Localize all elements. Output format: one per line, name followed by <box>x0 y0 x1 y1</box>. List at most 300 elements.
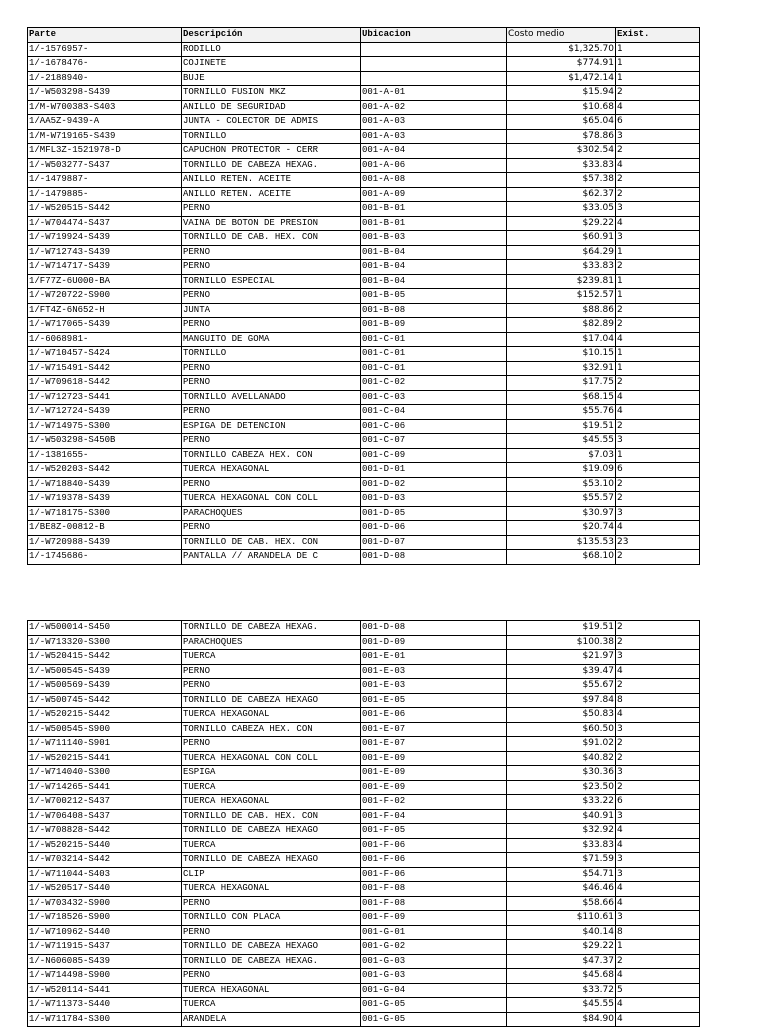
cell-parte: 1/-N606085-S439 <box>28 954 182 969</box>
cell-exist: 1 <box>616 361 700 376</box>
cell-ubicacion: 001-F-06 <box>361 853 507 868</box>
cell-parte: 1/-W720722-S900 <box>28 289 182 304</box>
cell-exist: 4 <box>616 882 700 897</box>
cell-exist: 4 <box>616 332 700 347</box>
cell-parte: 1/-W712724-S439 <box>28 405 182 420</box>
table-row <box>28 245 700 260</box>
table-row <box>28 722 700 737</box>
cell-costo-medio: $29.22 <box>507 216 616 231</box>
table-row <box>28 187 700 202</box>
cell-descripcion: TUERCA HEXAGONAL CON COLL <box>182 751 361 766</box>
cell-exist: 4 <box>616 158 700 173</box>
cell-ubicacion: 001-C-06 <box>361 419 507 434</box>
cell-exist: 1 <box>616 71 700 86</box>
cell-parte: 1/-1381655- <box>28 448 182 463</box>
cell-parte: 1/-W712723-S441 <box>28 390 182 405</box>
cell-costo-medio: $152.57 <box>507 289 616 304</box>
table-row <box>28 115 700 130</box>
cell-exist: 3 <box>616 231 700 246</box>
cell-costo-medio: $64.29 <box>507 245 616 260</box>
cell-costo-medio: $65.04 <box>507 115 616 130</box>
table-row <box>28 144 700 159</box>
cell-ubicacion: 001-D-05 <box>361 506 507 521</box>
cell-costo-medio: $17.75 <box>507 376 616 391</box>
cell-costo-medio: $33.83 <box>507 158 616 173</box>
cell-costo-medio: $239.81 <box>507 274 616 289</box>
cell-descripcion: TORNILLO CABEZA HEX. CON <box>182 448 361 463</box>
table-row <box>28 347 700 362</box>
cell-descripcion: PERNO <box>182 289 361 304</box>
cell-ubicacion: 001-F-02 <box>361 795 507 810</box>
cell-costo-medio: $55.67 <box>507 679 616 694</box>
cell-descripcion: PERNO <box>182 737 361 752</box>
table-row <box>28 824 700 839</box>
cell-descripcion: MANGUITO DE GOMA <box>182 332 361 347</box>
cell-costo-medio: $40.91 <box>507 809 616 824</box>
cell-exist: 1 <box>616 42 700 57</box>
cell-ubicacion: 001-D-01 <box>361 463 507 478</box>
cell-ubicacion: 001-A-08 <box>361 173 507 188</box>
table-row <box>28 42 700 57</box>
cell-parte: 1/-W714040-S300 <box>28 766 182 781</box>
table-row <box>28 867 700 882</box>
cell-parte: 1/-W714498-S900 <box>28 969 182 984</box>
cell-ubicacion: 001-D-02 <box>361 477 507 492</box>
cell-descripcion: PERNO <box>182 896 361 911</box>
cell-descripcion: PERNO <box>182 202 361 217</box>
table-row <box>28 853 700 868</box>
cell-ubicacion: 001-E-07 <box>361 722 507 737</box>
cell-costo-medio: $33.83 <box>507 838 616 853</box>
cell-costo-medio: $1,325.70 <box>507 42 616 57</box>
cell-descripcion: TORNILLO DE CABEZA HEXAG. <box>182 621 361 636</box>
table-body <box>28 42 700 564</box>
cell-descripcion: TORNILLO CON PLACA <box>182 911 361 926</box>
cell-costo-medio: $774.91 <box>507 57 616 72</box>
cell-parte: 1/-W500014-S450 <box>28 621 182 636</box>
cell-costo-medio: $40.82 <box>507 751 616 766</box>
cell-ubicacion: 001-G-05 <box>361 1012 507 1027</box>
cell-parte: 1/-W500745-S442 <box>28 693 182 708</box>
cell-descripcion: TUERCA HEXAGONAL <box>182 463 361 478</box>
inventory-table-page-2 <box>27 620 699 1027</box>
cell-ubicacion: 001-C-01 <box>361 361 507 376</box>
cell-exist: 3 <box>616 911 700 926</box>
cell-descripcion: TUERCA HEXAGONAL <box>182 708 361 723</box>
table-row <box>28 751 700 766</box>
header-parte: Parte <box>28 28 182 43</box>
cell-costo-medio: $30.36 <box>507 766 616 781</box>
cell-exist: 5 <box>616 983 700 998</box>
cell-parte: 1/-W711373-S440 <box>28 998 182 1013</box>
table-row <box>28 86 700 101</box>
cell-descripcion: TUERCA HEXAGONAL <box>182 983 361 998</box>
cell-descripcion: VAINA DE BOTON DE PRESION <box>182 216 361 231</box>
cell-costo-medio: $32.91 <box>507 361 616 376</box>
cell-exist: 3 <box>616 506 700 521</box>
cell-ubicacion: 001-D-09 <box>361 635 507 650</box>
cell-parte: 1/-W718526-S900 <box>28 911 182 926</box>
table-row <box>28 795 700 810</box>
cell-costo-medio: $135.53 <box>507 535 616 550</box>
cell-parte: 1/-W712743-S439 <box>28 245 182 260</box>
table-row <box>28 766 700 781</box>
cell-ubicacion: 001-B-09 <box>361 318 507 333</box>
cell-costo-medio: $62.37 <box>507 187 616 202</box>
cell-exist: 2 <box>616 86 700 101</box>
cell-parte: 1/-W706408-S437 <box>28 809 182 824</box>
cell-descripcion: TUERCA <box>182 838 361 853</box>
cell-exist: 8 <box>616 925 700 940</box>
cell-costo-medio: $82.89 <box>507 318 616 333</box>
cell-ubicacion: 001-F-06 <box>361 838 507 853</box>
cell-parte: 1/-W710962-S440 <box>28 925 182 940</box>
table-row <box>28 318 700 333</box>
cell-descripcion: CLIP <box>182 867 361 882</box>
table-row <box>28 202 700 217</box>
table-row <box>28 260 700 275</box>
cell-parte: 1/-W714975-S300 <box>28 419 182 434</box>
cell-ubicacion: 001-E-06 <box>361 708 507 723</box>
cell-exist: 2 <box>616 780 700 795</box>
cell-descripcion: TUERCA HEXAGONAL CON COLL <box>182 492 361 507</box>
cell-descripcion: TUERCA HEXAGONAL <box>182 882 361 897</box>
cell-parte: 1/-W714265-S441 <box>28 780 182 795</box>
cell-costo-medio: $68.15 <box>507 390 616 405</box>
table-row <box>28 535 700 550</box>
table-row <box>28 463 700 478</box>
cell-costo-medio: $45.68 <box>507 969 616 984</box>
cell-costo-medio: $15.94 <box>507 86 616 101</box>
table-header-row <box>28 28 700 43</box>
table-row <box>28 173 700 188</box>
cell-costo-medio: $84.90 <box>507 1012 616 1027</box>
cell-parte: 1/-W708828-S442 <box>28 824 182 839</box>
cell-costo-medio: $71.59 <box>507 853 616 868</box>
table-row <box>28 896 700 911</box>
cell-exist: 2 <box>616 477 700 492</box>
cell-parte: 1/AA5Z-9439-A <box>28 115 182 130</box>
cell-descripcion: TORNILLO DE CABEZA HEXAG. <box>182 158 361 173</box>
cell-descripcion: BUJE <box>182 71 361 86</box>
cell-parte: 1/-W704474-S437 <box>28 216 182 231</box>
cell-parte: 1/M-W700383-S403 <box>28 100 182 115</box>
cell-descripcion: PERNO <box>182 925 361 940</box>
cell-exist: 6 <box>616 463 700 478</box>
cell-parte: 1/-W714717-S439 <box>28 260 182 275</box>
cell-costo-medio: $68.10 <box>507 550 616 565</box>
cell-descripcion: PERNO <box>182 260 361 275</box>
cell-descripcion: TORNILLO AVELLANADO <box>182 390 361 405</box>
cell-exist: 1 <box>616 289 700 304</box>
table-row <box>28 708 700 723</box>
cell-exist: 4 <box>616 838 700 853</box>
cell-exist: 3 <box>616 809 700 824</box>
cell-parte: 1/-W719924-S439 <box>28 231 182 246</box>
table-row <box>28 434 700 449</box>
cell-exist: 2 <box>616 260 700 275</box>
cell-parte: 1/-W520114-S441 <box>28 983 182 998</box>
cell-parte: 1/-W718840-S439 <box>28 477 182 492</box>
cell-descripcion: ESPIGA <box>182 766 361 781</box>
cell-parte: 1/-W710457-S424 <box>28 347 182 362</box>
cell-parte: 1/-W715491-S442 <box>28 361 182 376</box>
cell-costo-medio: $19.51 <box>507 621 616 636</box>
inventory-table-page-1 <box>27 27 699 565</box>
cell-descripcion: TORNILLO DE CABEZA HEXAGO <box>182 824 361 839</box>
cell-ubicacion: 001-F-05 <box>361 824 507 839</box>
cell-ubicacion: 001-E-09 <box>361 766 507 781</box>
cell-costo-medio: $21.97 <box>507 650 616 665</box>
cell-costo-medio: $78.86 <box>507 129 616 144</box>
table-row <box>28 274 700 289</box>
cell-exist: 2 <box>616 492 700 507</box>
cell-parte: 1/-W503298-S450B <box>28 434 182 449</box>
cell-costo-medio: $33.05 <box>507 202 616 217</box>
cell-parte: 1/-W703214-S442 <box>28 853 182 868</box>
cell-descripcion: PERNO <box>182 318 361 333</box>
cell-exist: 1 <box>616 57 700 72</box>
cell-ubicacion: 001-F-08 <box>361 882 507 897</box>
cell-descripcion: PARACHOQUES <box>182 506 361 521</box>
cell-descripcion: TUERCA <box>182 998 361 1013</box>
cell-parte: 1/-1678476- <box>28 57 182 72</box>
cell-descripcion: TORNILLO DE CAB. HEX. CON <box>182 809 361 824</box>
cell-costo-medio: $29.22 <box>507 940 616 955</box>
cell-descripcion: PANTALLA // ARANDELA DE C <box>182 550 361 565</box>
cell-exist: 2 <box>616 376 700 391</box>
cell-costo-medio: $57.38 <box>507 173 616 188</box>
cell-descripcion: PARACHOQUES <box>182 635 361 650</box>
cell-descripcion: PERNO <box>182 434 361 449</box>
cell-exist: 1 <box>616 274 700 289</box>
table-row <box>28 405 700 420</box>
cell-parte: 1/-W700212-S437 <box>28 795 182 810</box>
cell-exist: 3 <box>616 202 700 217</box>
cell-parte: 1/-W717065-S439 <box>28 318 182 333</box>
cell-exist: 2 <box>616 679 700 694</box>
header-descripcion: Descripción <box>182 28 361 43</box>
cell-descripcion: CAPUCHON PROTECTOR - CERR <box>182 144 361 159</box>
cell-exist: 6 <box>616 795 700 810</box>
cell-descripcion: RODILLO <box>182 42 361 57</box>
cell-ubicacion: 001-C-07 <box>361 434 507 449</box>
cell-ubicacion: 001-B-08 <box>361 303 507 318</box>
cell-exist: 2 <box>616 737 700 752</box>
cell-costo-medio: $53.10 <box>507 477 616 492</box>
cell-parte: 1/-W711915-S437 <box>28 940 182 955</box>
cell-parte: 1/-W520517-S440 <box>28 882 182 897</box>
cell-costo-medio: $39.47 <box>507 664 616 679</box>
cell-exist: 3 <box>616 853 700 868</box>
table-row <box>28 838 700 853</box>
cell-costo-medio: $33.72 <box>507 983 616 998</box>
cell-costo-medio: $60.91 <box>507 231 616 246</box>
table-row <box>28 737 700 752</box>
table-row <box>28 621 700 636</box>
cell-exist: 2 <box>616 550 700 565</box>
cell-exist: 6 <box>616 115 700 130</box>
cell-costo-medio: $30.97 <box>507 506 616 521</box>
cell-descripcion: PERNO <box>182 521 361 536</box>
cell-ubicacion: 001-C-09 <box>361 448 507 463</box>
cell-exist: 4 <box>616 708 700 723</box>
cell-parte: 1/-W520415-S442 <box>28 650 182 665</box>
cell-exist: 4 <box>616 896 700 911</box>
cell-exist: 3 <box>616 434 700 449</box>
cell-descripcion: JUNTA <box>182 303 361 318</box>
cell-ubicacion: 001-D-06 <box>361 521 507 536</box>
table-row <box>28 303 700 318</box>
cell-exist: 4 <box>616 405 700 420</box>
table-row <box>28 390 700 405</box>
cell-ubicacion: 001-C-03 <box>361 390 507 405</box>
cell-parte: 1/-W520215-S441 <box>28 751 182 766</box>
table-row <box>28 664 700 679</box>
table-row <box>28 550 700 565</box>
cell-ubicacion: 001-A-01 <box>361 86 507 101</box>
cell-costo-medio: $1,472.14 <box>507 71 616 86</box>
cell-ubicacion: 001-B-01 <box>361 202 507 217</box>
table-row <box>28 231 700 246</box>
table-row <box>28 477 700 492</box>
cell-exist: 8 <box>616 693 700 708</box>
table-row <box>28 216 700 231</box>
cell-descripcion: ANILLO RETEN. ACEITE <box>182 187 361 202</box>
cell-costo-medio: $100.38 <box>507 635 616 650</box>
cell-ubicacion: 001-A-03 <box>361 115 507 130</box>
cell-parte: 1/-6068981- <box>28 332 182 347</box>
table-row <box>28 635 700 650</box>
cell-exist: 2 <box>616 751 700 766</box>
inventory-table-continued <box>27 620 700 1027</box>
cell-ubicacion: 001-C-04 <box>361 405 507 420</box>
table-row <box>28 809 700 824</box>
cell-parte: 1/-W709618-S442 <box>28 376 182 391</box>
cell-descripcion: TORNILLO FUSION MKZ <box>182 86 361 101</box>
cell-parte: 1/-W520515-S442 <box>28 202 182 217</box>
table-row <box>28 506 700 521</box>
cell-parte: 1/BE8Z-00812-B <box>28 521 182 536</box>
cell-costo-medio: $55.57 <box>507 492 616 507</box>
cell-ubicacion: 001-A-02 <box>361 100 507 115</box>
cell-ubicacion: 001-E-05 <box>361 693 507 708</box>
cell-costo-medio: $19.51 <box>507 419 616 434</box>
cell-costo-medio: $88.86 <box>507 303 616 318</box>
cell-exist: 4 <box>616 521 700 536</box>
header-ubicacion: Ubicacion <box>361 28 507 43</box>
cell-costo-medio: $33.22 <box>507 795 616 810</box>
table-row <box>28 448 700 463</box>
cell-ubicacion: 001-C-01 <box>361 332 507 347</box>
cell-parte: 1/-W720988-S439 <box>28 535 182 550</box>
table-row <box>28 650 700 665</box>
cell-costo-medio: $17.04 <box>507 332 616 347</box>
cell-exist: 4 <box>616 824 700 839</box>
cell-exist: 3 <box>616 129 700 144</box>
cell-costo-medio: $58.66 <box>507 896 616 911</box>
cell-descripcion: PERNO <box>182 679 361 694</box>
cell-descripcion: TORNILLO <box>182 129 361 144</box>
cell-parte: 1/-1479887- <box>28 173 182 188</box>
cell-exist: 4 <box>616 998 700 1013</box>
cell-ubicacion: 001-F-08 <box>361 896 507 911</box>
cell-exist: 1 <box>616 448 700 463</box>
cell-descripcion: TORNILLO CABEZA HEX. CON <box>182 722 361 737</box>
table-row <box>28 969 700 984</box>
cell-exist: 1 <box>616 940 700 955</box>
cell-ubicacion: 001-D-03 <box>361 492 507 507</box>
cell-ubicacion: 001-E-07 <box>361 737 507 752</box>
cell-parte: 1/-1745686- <box>28 550 182 565</box>
cell-ubicacion: 001-F-09 <box>361 911 507 926</box>
cell-exist: 2 <box>616 303 700 318</box>
cell-descripcion: TUERCA HEXAGONAL <box>182 795 361 810</box>
cell-ubicacion: 001-E-09 <box>361 780 507 795</box>
cell-exist: 2 <box>616 173 700 188</box>
cell-parte: 1/-W520215-S442 <box>28 708 182 723</box>
cell-costo-medio: $10.15 <box>507 347 616 362</box>
table-row <box>28 954 700 969</box>
cell-parte: 1/-W713320-S300 <box>28 635 182 650</box>
cell-costo-medio: $47.37 <box>507 954 616 969</box>
cell-descripcion: PERNO <box>182 664 361 679</box>
cell-exist: 3 <box>616 867 700 882</box>
cell-costo-medio: $23.50 <box>507 780 616 795</box>
cell-parte: 1/-2188940- <box>28 71 182 86</box>
cell-parte: 1/-W719378-S439 <box>28 492 182 507</box>
cell-descripcion: TUERCA <box>182 650 361 665</box>
table-row <box>28 71 700 86</box>
cell-descripcion: TORNILLO DE CABEZA HEXAGO <box>182 940 361 955</box>
cell-exist: 3 <box>616 766 700 781</box>
cell-descripcion: JUNTA - COLECTOR DE ADMIS <box>182 115 361 130</box>
table-row <box>28 361 700 376</box>
table-row <box>28 57 700 72</box>
cell-descripcion: TORNILLO DE CAB. HEX. CON <box>182 535 361 550</box>
cell-descripcion: TORNILLO DE CABEZA HEXAGO <box>182 853 361 868</box>
cell-descripcion: ANILLO DE SEGURIDAD <box>182 100 361 115</box>
cell-costo-medio: $46.46 <box>507 882 616 897</box>
table-row <box>28 911 700 926</box>
cell-exist: 4 <box>616 100 700 115</box>
cell-exist: 4 <box>616 390 700 405</box>
cell-descripcion: TORNILLO DE CABEZA HEXAG. <box>182 954 361 969</box>
table-row <box>28 983 700 998</box>
cell-ubicacion: 001-F-04 <box>361 809 507 824</box>
cell-costo-medio: $45.55 <box>507 434 616 449</box>
table-body <box>28 621 700 1027</box>
cell-ubicacion <box>361 42 507 57</box>
cell-descripcion: COJINETE <box>182 57 361 72</box>
cell-exist: 4 <box>616 1012 700 1027</box>
cell-costo-medio: $10.68 <box>507 100 616 115</box>
cell-costo-medio: $54.71 <box>507 867 616 882</box>
cell-exist: 23 <box>616 535 700 550</box>
cell-ubicacion: 001-G-05 <box>361 998 507 1013</box>
cell-descripcion: TORNILLO <box>182 347 361 362</box>
cell-costo-medio: $19.09 <box>507 463 616 478</box>
cell-parte: 1/-W711044-S403 <box>28 867 182 882</box>
cell-costo-medio: $40.14 <box>507 925 616 940</box>
cell-ubicacion: 001-C-01 <box>361 347 507 362</box>
cell-costo-medio: $20.74 <box>507 521 616 536</box>
cell-parte: 1/-W500545-S439 <box>28 664 182 679</box>
cell-ubicacion: 001-G-02 <box>361 940 507 955</box>
cell-descripcion: PERNO <box>182 376 361 391</box>
cell-descripcion: TUERCA <box>182 780 361 795</box>
table-row <box>28 129 700 144</box>
